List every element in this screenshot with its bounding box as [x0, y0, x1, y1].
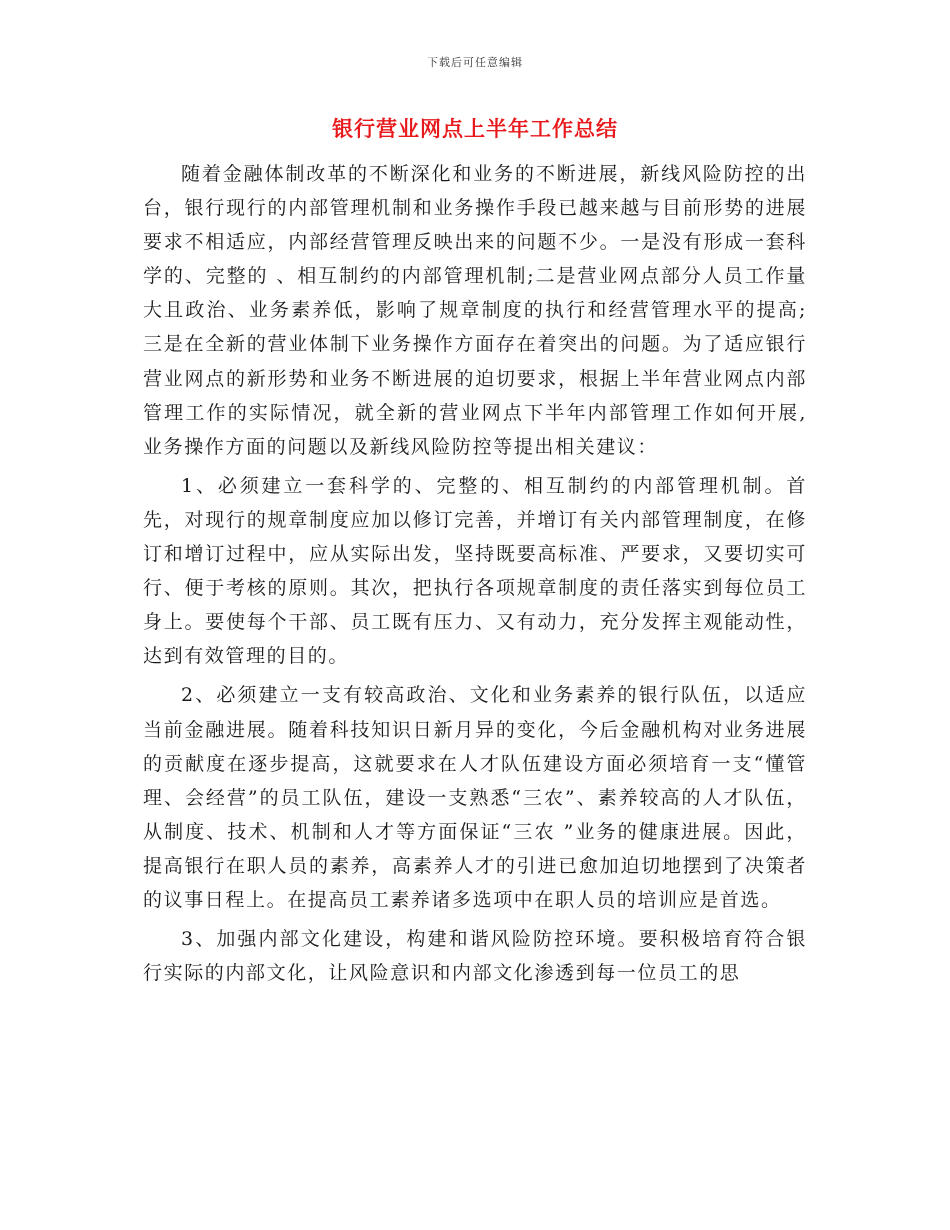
document-title: 银行营业网点上半年工作总结: [332, 116, 618, 141]
document-body: [143, 157, 807, 995]
paragraph-point-2: 2、必须建立一支有较高政治、文化和业务素养的银行队伍，以适应当前金融进展。随着科技知识日新月异的变化，今后金融机构对业务进展的贡献度在逐步提高，这就要求在人才队伍建设方面必须培育一支“懂管理、会经营”的员工队伍，建设一支熟悉“三农”、素养较高的人才队伍，从制度、技术、机制和人才等方面保证“三农 ”业务的健康进展。因此，提高银行在职人员的素养，高素养人才的引进已愈加迫切地摆到了决策者的议事日程上。在提高员工素养诸多选项中在职人员的培训应是首选。: [143, 684, 807, 911]
paragraph-point-3: 3、加强内部文化建设，构建和谐风险防控环境。要积极培育符合银行实际的内部文化，让风险意识和内部文化渗透到每一位员工的思: [143, 928, 807, 985]
paragraph-point-1: 1、必须建立一套科学的、完整的、相互制约的内部管理机制。首先，对现行的规章制度应加以修订完善，并增订有关内部管理制度，在修订和增订过程中，应从实际出发，坚持既要高标准、严要求，又要切实可行、便于考核的原则。其次，把执行各项规章制度的责任落实到每位员工身上。要使每个干部、员工既有压力、又有动力，充分发挥主观能动性，达到有效管理的目的。: [143, 474, 807, 668]
header-note: 下载后可任意编辑: [427, 56, 523, 69]
paragraph-intro: 随着金融体制改革的不断深化和业务的不断进展，新线风险防控的出台，银行现行的内部管理机制和业务操作手段已越来越与目前形势的进展要求不相适应，内部经营管理反映出来的问题不少。一是没有形成一套科学的、完整的 、相互制约的内部管理机制;二是营业网点部分人员工作量大且政治、业务素养低，影响了规章制度的执行和经营管理水平的提高;三是在全新的营业体制下业务操作方面存在着突出的问题。为了适应银行营业网点的新形势和业务不断进展的迫切要求，根据上半年营业网点内部管理工作的实际情况，就全新的营业网点下半年内部管理工作如何开展,业务操作方面的问题以及新线风险防控等提出相关建议：: [143, 163, 807, 458]
